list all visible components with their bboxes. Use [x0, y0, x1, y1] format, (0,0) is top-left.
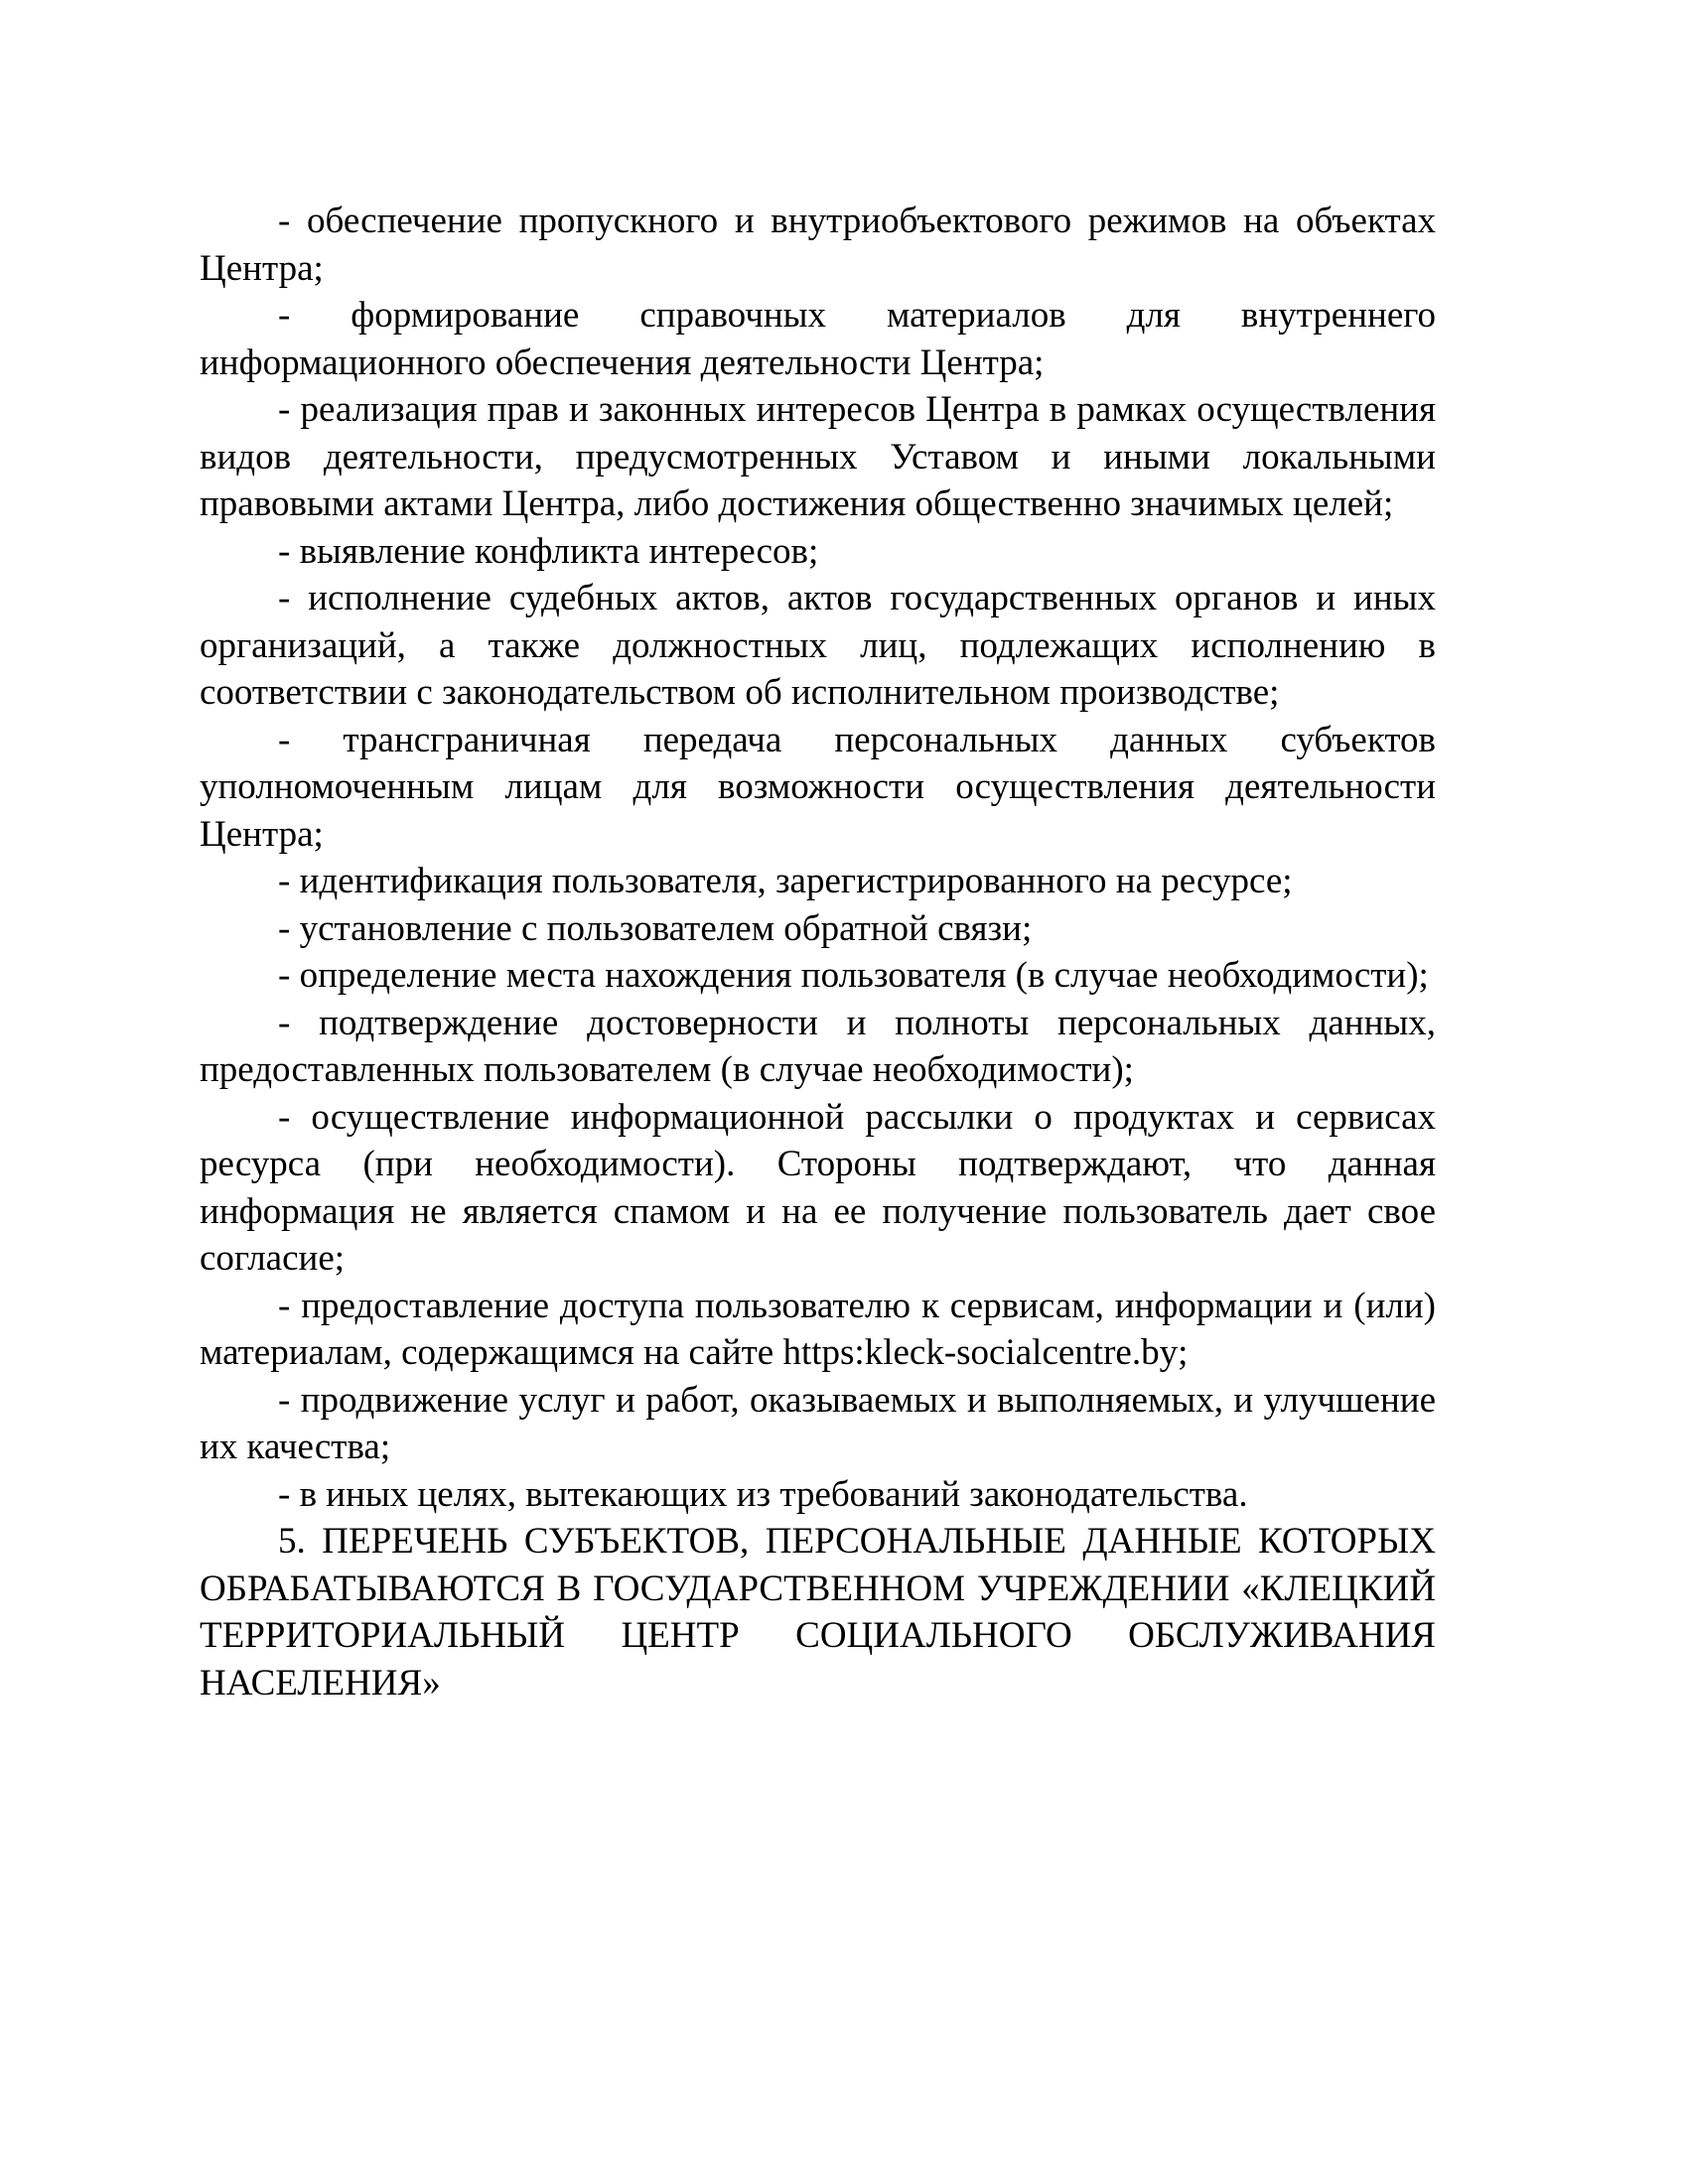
- list-item-feedback: - установление с пользователем обратной связи;: [278, 907, 1033, 949]
- list-item-access-control: - обеспечение пропускного и внутриобъектового режимов на объектах Центра;: [200, 201, 1436, 289]
- document-body: [200, 198, 1436, 1706]
- list-item-service-promotion: - продвижение услуг и работ, оказываемых и выполняемых, и улучшение их качества;: [200, 1379, 1436, 1467]
- list-item-other-purposes: - в иных целях, вытекающих из требований законодательства.: [278, 1473, 1248, 1515]
- list-item-court-acts: - исполнение судебных актов, актов государственных органов и иных организаций, а также должностных лиц, подлежащих исполнению в соответствии с законодательством об исполнительном производстве;: [200, 578, 1436, 713]
- list-item-cross-border-transfer: - трансграничная передача персональных данных субъектов уполномоченным лицам для возможности осуществления деятельности Центра;: [200, 719, 1436, 855]
- list-item-reference-materials: - формирование справочных материалов для внутреннего информационного обеспечения деятельности Центра;: [200, 295, 1436, 383]
- list-item-rights-realization: - реализация прав и законных интересов Центра в рамках осуществления видов деятельности, предусмотренных Уставом и иными локальными правовыми актами Центра, либо достижения общественно значимых целей;: [200, 389, 1436, 524]
- section-heading: 5. ПЕРЕЧЕНЬ СУБЪЕКТОВ, ПЕРСОНАЛЬНЫЕ ДАННЫЕ КОТОРЫХ ОБРАБАТЫВАЮТСЯ В ГОСУДАРСТВЕННОМ УЧРЕЖДЕНИИ «КЛЕЦКИЙ ТЕРРИТОРИАЛЬНЫЙ ЦЕНТР СОЦИАЛЬНОГО ОБСЛУЖИВАНИЯ НАСЕЛЕНИЯ»: [200, 1521, 1436, 1704]
- list-item-user-location: - определение места нахождения пользователя (в случае необходимости);: [278, 955, 1429, 996]
- list-item-data-verification: - подтверждение достоверности и полноты персональных данных, предоставленных пользователем (в случае необходимости);: [200, 1002, 1436, 1090]
- list-item-conflict-of-interest: - выявление конфликта интересов;: [278, 530, 819, 572]
- list-item-site-access: - предоставление доступа пользователю к сервисам, информации и (или) материалам, содержащимся на сайте https:kleck-socialcentre.by;: [200, 1285, 1436, 1373]
- list-item-user-identification: - идентификация пользователя, зарегистрированного на ресурсе;: [278, 861, 1293, 901]
- list-item-newsletter: - осуществление информационной рассылки о продуктах и сервисах ресурса (при необходимости). Стороны подтверждают, что данная информация не является спамом и на ее получение пользователь дает свое согласие;: [200, 1096, 1436, 1279]
